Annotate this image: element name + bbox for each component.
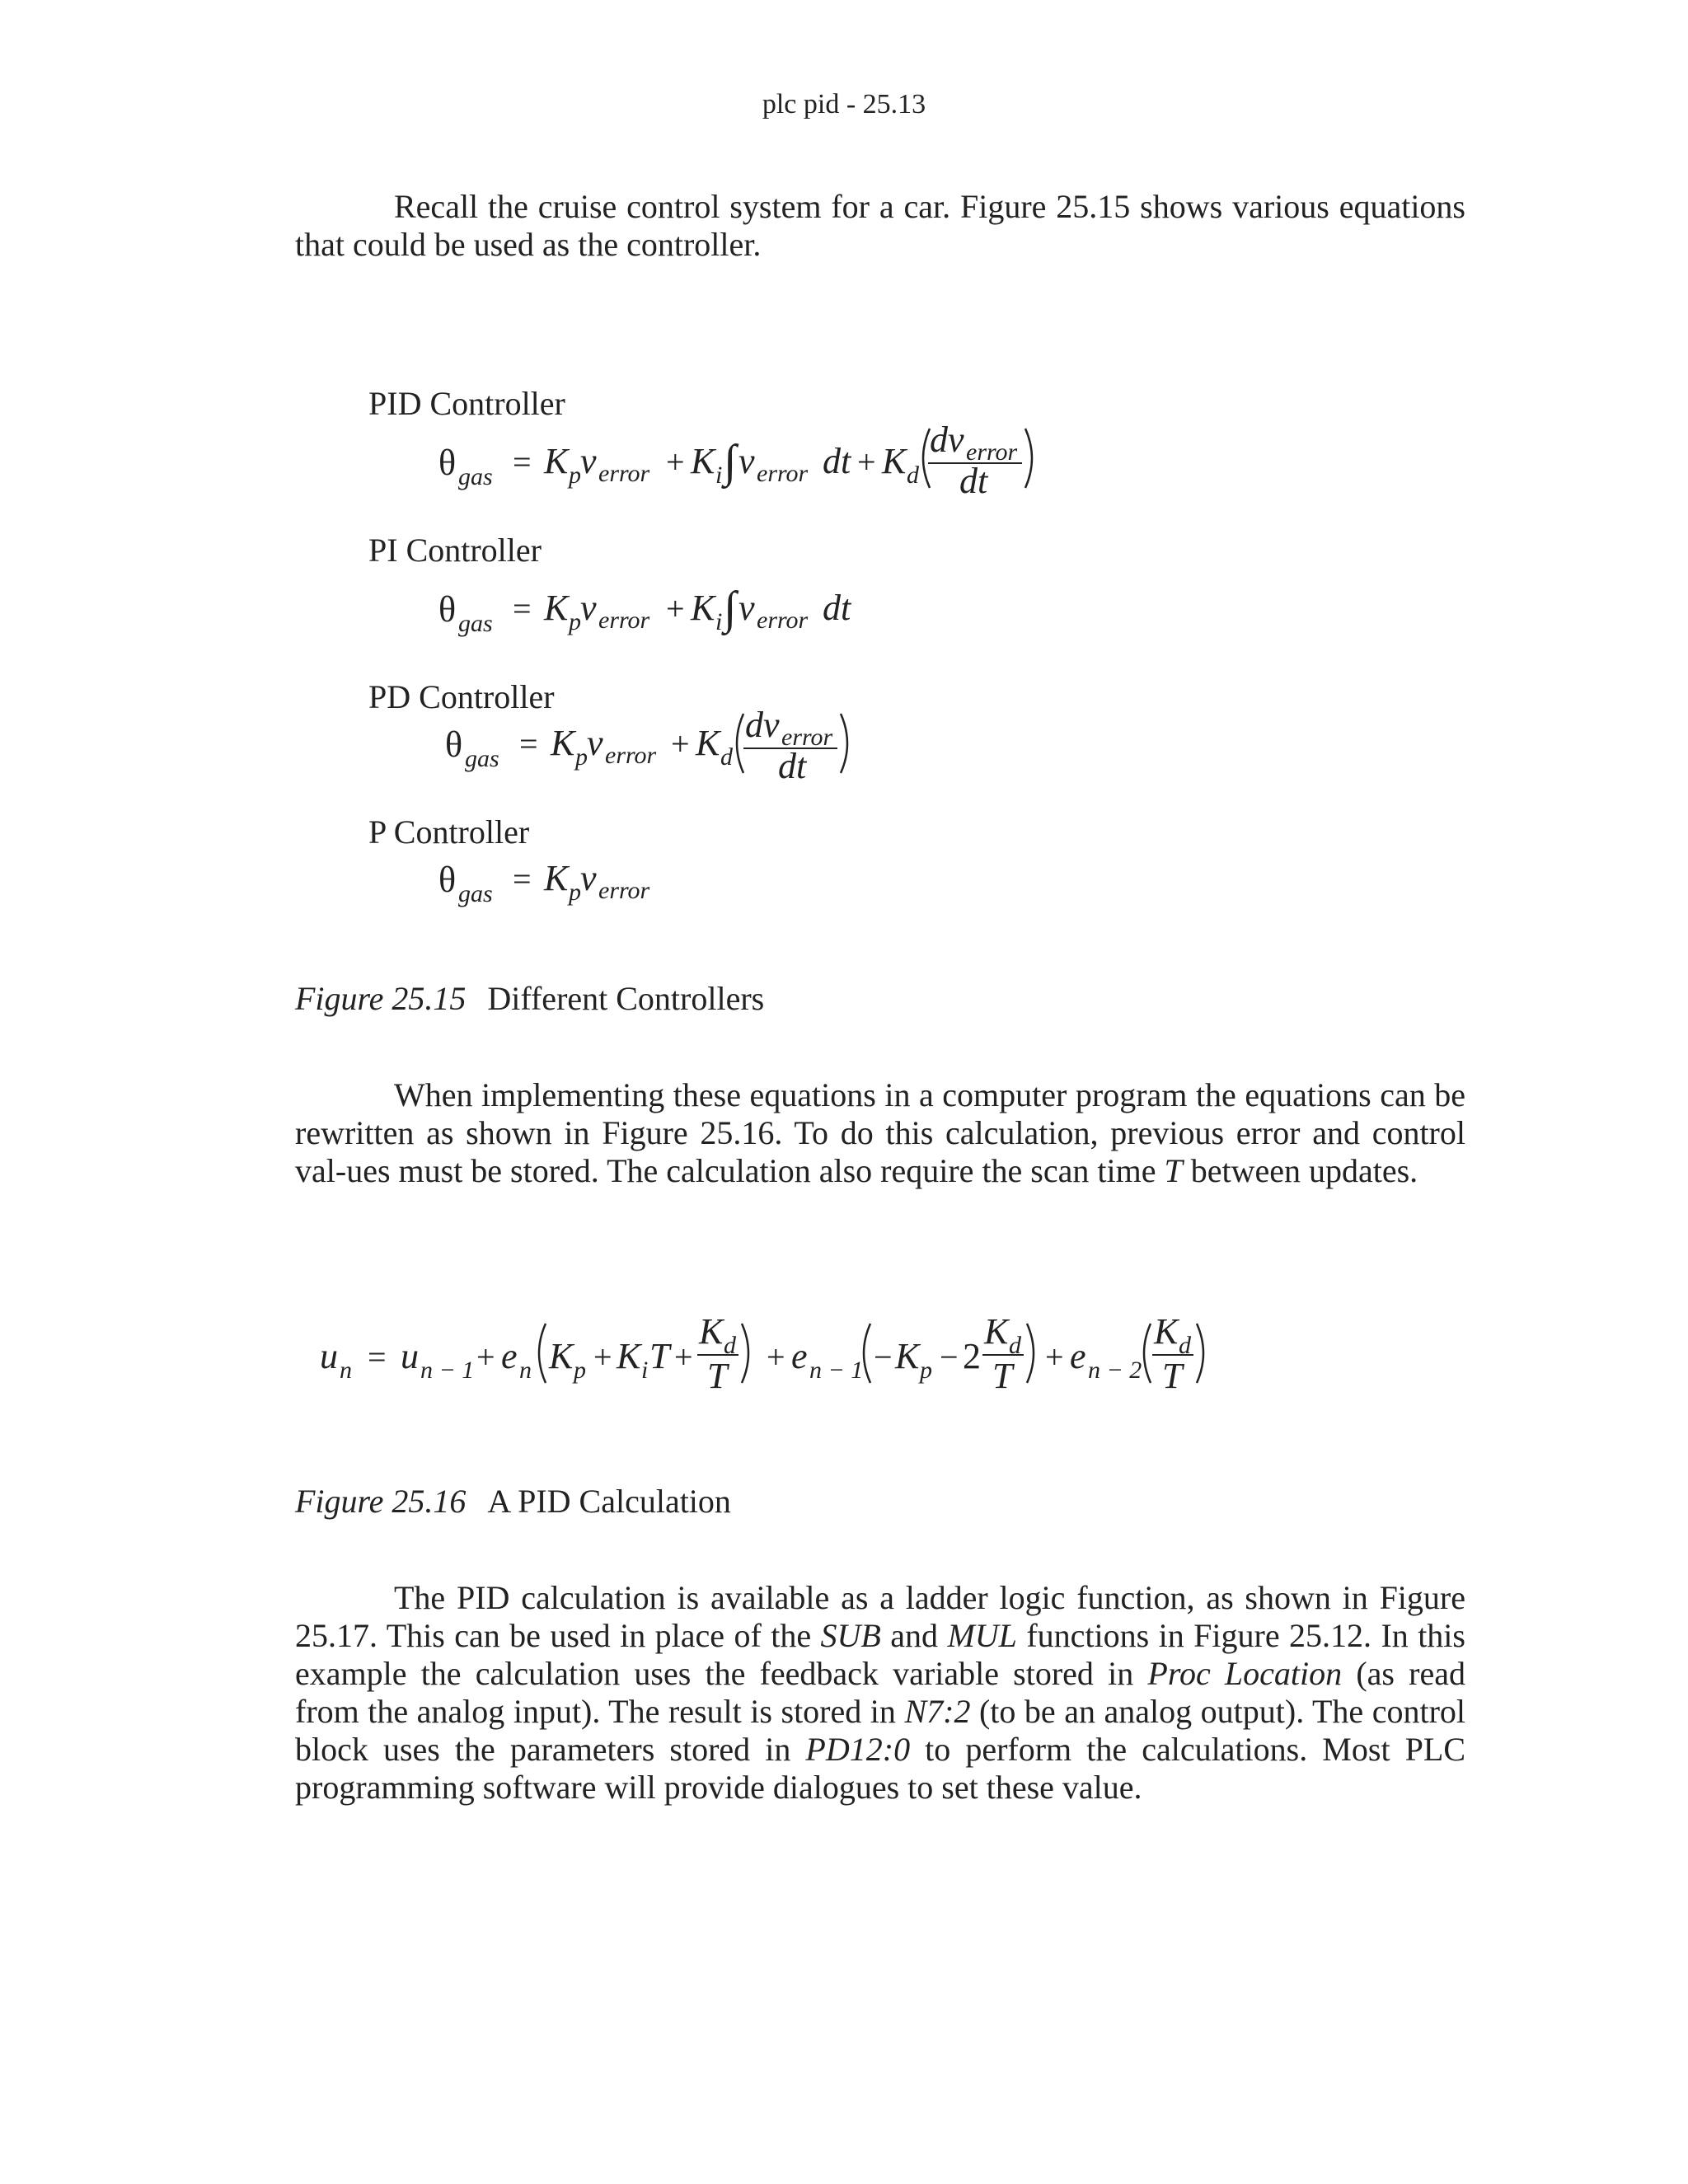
- pi-controller-title: PI Controller: [368, 532, 542, 569]
- svg-text:+: +: [666, 443, 685, 480]
- intro-paragraph: Recall the cruise control system for a car. Figure 25.15 shows various equations that could be used as the controller.: [295, 188, 1465, 263]
- svg-text:error: error: [598, 607, 650, 634]
- svg-text:e: e: [501, 1336, 518, 1376]
- pid-controller-title: PID Controller: [368, 385, 565, 422]
- svg-text:dt: dt: [823, 588, 851, 628]
- svg-text:K: K: [1154, 1311, 1179, 1352]
- svg-text:T: T: [1162, 1356, 1183, 1396]
- svg-text:K: K: [544, 858, 569, 898]
- p-controller-title: P Controller: [368, 813, 530, 851]
- svg-text:i: i: [715, 608, 723, 635]
- svg-text:p: p: [569, 608, 581, 635]
- svg-text:K: K: [691, 588, 715, 628]
- svg-text:u: u: [320, 1336, 338, 1376]
- svg-text:θ: θ: [438, 860, 457, 900]
- svg-text:2: 2: [963, 1336, 981, 1376]
- svg-text:+: +: [476, 1338, 495, 1376]
- svg-text:v: v: [738, 588, 755, 628]
- svg-text:n: n: [519, 1357, 532, 1384]
- svg-text:+: +: [857, 443, 876, 480]
- svg-text:K: K: [984, 1311, 1009, 1352]
- svg-text:n − 2: n − 2: [1088, 1357, 1142, 1384]
- svg-text:error: error: [781, 724, 833, 751]
- svg-text:v: v: [587, 723, 603, 763]
- implementation-paragraph: When implementing these equations in a computer program the equations can be rewritten as shown in Figure 25.16. To do this calculation, previous error and control val-ues must be stored. The calculation also require the scan time T between updates.: [295, 1076, 1465, 1189]
- svg-text:n: n: [340, 1357, 352, 1384]
- svg-text:−: −: [874, 1338, 893, 1376]
- svg-text:p: p: [574, 1357, 586, 1384]
- svg-text:i: i: [715, 462, 723, 489]
- svg-text:=: =: [519, 725, 538, 762]
- svg-text:d: d: [1009, 1332, 1021, 1359]
- theta-symbol: θ: [438, 443, 457, 483]
- svg-text:e: e: [791, 1336, 808, 1376]
- figure-25-15-caption: Figure 25.15 Different Controllers: [295, 980, 765, 1017]
- svg-text:error: error: [966, 438, 1018, 466]
- svg-text:T: T: [707, 1356, 728, 1396]
- svg-text:dt: dt: [823, 441, 851, 481]
- svg-text:+: +: [671, 725, 690, 762]
- svg-text:d: d: [724, 1332, 736, 1359]
- svg-text:n − 1: n − 1: [420, 1357, 475, 1384]
- svg-text:i: i: [641, 1357, 649, 1384]
- svg-text:d: d: [907, 462, 919, 489]
- svg-text:∫: ∫: [724, 583, 737, 634]
- svg-text:p: p: [575, 743, 588, 771]
- svg-text:n − 1: n − 1: [809, 1357, 864, 1384]
- svg-text:=: =: [513, 860, 532, 898]
- left-paren: [923, 429, 930, 488]
- svg-text:=: =: [513, 590, 532, 627]
- svg-text:K: K: [549, 1336, 574, 1376]
- p-equation: [438, 858, 650, 907]
- kd-symbol: K: [882, 441, 907, 481]
- svg-text:K: K: [696, 723, 720, 763]
- svg-text:error: error: [598, 460, 650, 487]
- svg-text:K: K: [551, 723, 575, 763]
- svg-text:error: error: [605, 742, 657, 769]
- svg-text:u: u: [401, 1336, 419, 1376]
- numerator-d: d: [930, 419, 948, 460]
- ladder-logic-paragraph: The PID calculation is available as a ladder logic function, as shown in Figure 25.17. This can be used in place of the SUB and MUL functions in Figure 25.12. In this example the calculation uses the feedback variable stored in Proc Location (as read from the analog input). The result is stored in N7:2 (to be an analog output). The control block uses the parameters stored in PD12:0 to perform the calculations. Most PLC programming software will provide dialogues to set these value.: [295, 1579, 1466, 1806]
- page-header: plc pid - 25.13: [762, 89, 926, 120]
- pi-equation: [438, 583, 852, 637]
- svg-text:gas: gas: [458, 880, 493, 907]
- svg-text:v: v: [763, 705, 780, 745]
- svg-text:error: error: [757, 460, 809, 487]
- integral-symbol: ∫: [724, 436, 737, 487]
- equals-sign: =: [513, 443, 532, 480]
- svg-text:d: d: [1179, 1332, 1191, 1359]
- svg-text:v: v: [948, 419, 964, 460]
- pid-calculation-equation: [320, 1311, 1203, 1396]
- svg-text:=: =: [368, 1338, 387, 1376]
- svg-text:e: e: [1070, 1336, 1086, 1376]
- svg-text:p: p: [920, 1357, 932, 1384]
- svg-text:v: v: [580, 588, 597, 628]
- svg-text:+: +: [666, 590, 685, 627]
- kp-symbol: K: [544, 441, 569, 481]
- svg-text:v: v: [580, 858, 597, 898]
- svg-text:+: +: [767, 1338, 785, 1376]
- svg-text:gas: gas: [465, 745, 499, 772]
- svg-text:dt: dt: [959, 461, 988, 501]
- svg-text:d: d: [745, 705, 763, 745]
- svg-text:gas: gas: [458, 610, 493, 637]
- svg-text:−: −: [940, 1338, 959, 1376]
- svg-text:v: v: [738, 441, 755, 481]
- svg-text:+: +: [674, 1338, 693, 1376]
- svg-text:K: K: [617, 1336, 641, 1376]
- svg-text:T: T: [992, 1356, 1013, 1396]
- gas-subscript: gas: [458, 463, 493, 490]
- svg-text:p: p: [569, 462, 581, 489]
- svg-text:dt: dt: [778, 746, 807, 786]
- svg-text:error: error: [757, 607, 809, 634]
- svg-text:K: K: [895, 1336, 920, 1376]
- pid-equation: [438, 419, 1032, 501]
- figure-25-16-caption: Figure 25.16 A PID Calculation: [295, 1483, 731, 1520]
- pd-controller-title: PD Controller: [368, 678, 555, 715]
- svg-text:θ: θ: [445, 724, 463, 765]
- svg-text:K: K: [544, 588, 569, 628]
- right-paren: [1025, 429, 1032, 488]
- svg-text:T: T: [649, 1336, 670, 1376]
- pd-equation: [445, 705, 847, 786]
- svg-text:error: error: [598, 877, 650, 904]
- svg-text:d: d: [720, 743, 733, 771]
- ki-symbol: K: [691, 441, 715, 481]
- svg-text:v: v: [580, 441, 597, 481]
- svg-text:+: +: [593, 1338, 612, 1376]
- svg-text:+: +: [1045, 1338, 1064, 1376]
- svg-text:θ: θ: [438, 589, 457, 630]
- svg-text:p: p: [569, 879, 581, 906]
- svg-text:K: K: [699, 1311, 724, 1352]
